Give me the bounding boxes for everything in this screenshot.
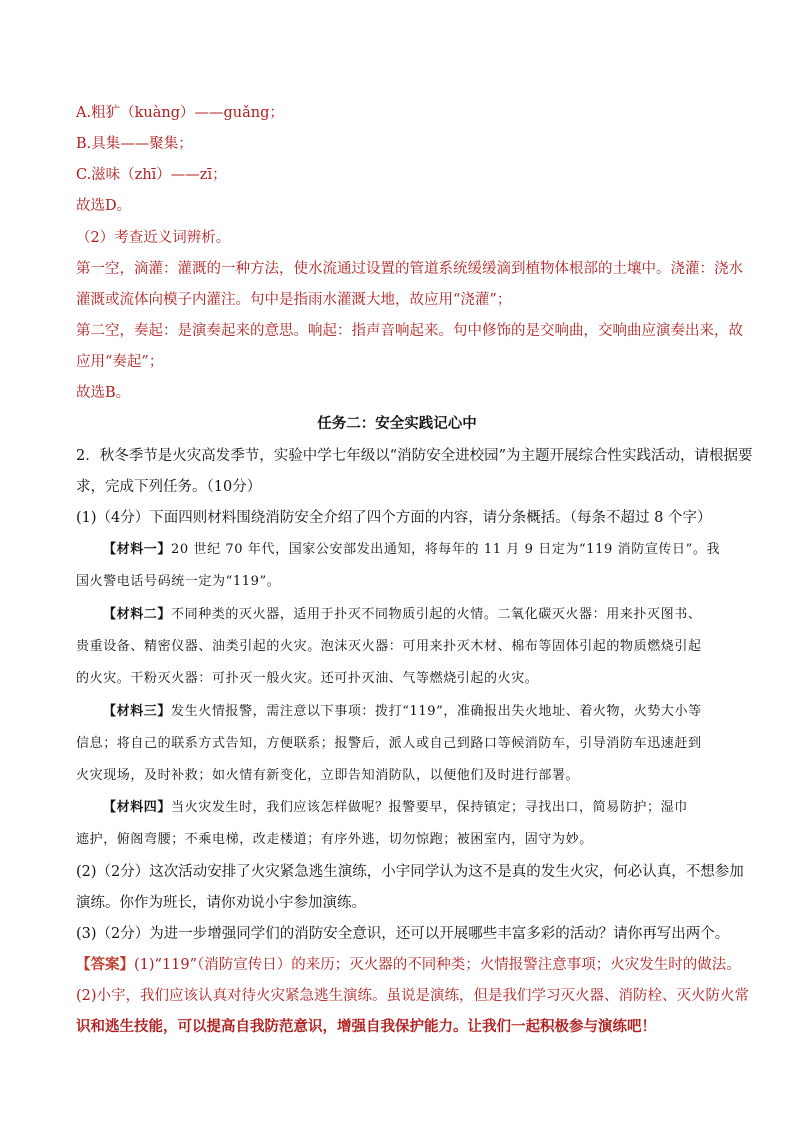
answer-tag: 【答案】	[76, 956, 134, 973]
analysis-para1-line1: 第一空，滴灌：灌溉的一种方法，使水流通过设置的管道系统缓缓滴到植物体根部的土壤中。浇灌：浇水	[76, 261, 743, 277]
material-2-tag: 【材料二】	[103, 607, 172, 622]
material-2-text: 不同种类的灭火器，适用于扑灭不同物质引起的火情。二氧化碳灭火器：用来扑灭图书、	[171, 607, 702, 622]
section-title: 任务二：安全实践记心中	[317, 415, 477, 432]
material-4-line1	[76, 798, 688, 818]
select-d: 故选D。	[76, 198, 132, 214]
answer-line2: (2)小宇，我们应该认真对待火灾紧急逃生演练。虽说是演练，但是我们学习灭火器、消防栓、灭火防火常	[76, 988, 750, 1004]
question-line1: 2．秋冬季节是火灾高发季节，实验中学七年级以“消防安全进校园”为主题开展综合性实践活动，请根据要	[76, 448, 753, 464]
material-1-text: 20 世纪 70 年代，国家公安部发出通知，将每年的 11 月 9 日定为“119 消防宣传日”。我	[171, 542, 721, 557]
material-4-line2: 遮护，俯阁弯腰；不乘电梯，改走楼道；有序外逃，切勿惊跑；被困室内，固守为妙。	[76, 832, 593, 847]
select-b: 故选B。	[76, 385, 131, 401]
answer-line1	[76, 955, 741, 975]
answer-text-1: (1)“119”（消防宣传日）的来历；灭火器的不同种类；火情报警注意事项；火灾发生时的做法。	[134, 957, 741, 973]
material-1-line1	[76, 540, 720, 560]
material-4-text: 当火灾发生时，我们应该怎样做呢？报警要早，保持镇定；寻找出口，简易防护；湿巾	[171, 800, 688, 815]
analysis-para2-line1: 第二空，奏起：是演奏起来的意思。响起：指声音响起来。句中修饰的是交响曲，交响曲应演奏出来，故	[76, 323, 743, 339]
material-2-line3: 的火灾。干粉灭火器：可扑灭一般火灾。还可扑灭油、气等燃烧引起的火灾。	[76, 671, 539, 686]
material-2-line2: 贵重设备、精密仪器、油类引起的火灾。泡沫灭火器：可用来扑灭木材、棉布等固体引起的物质燃烧引起	[76, 639, 702, 654]
material-3-line1	[76, 702, 702, 722]
analysis-para2-line2: 应用“奏起”；	[76, 354, 164, 370]
material-1-line2: 国火警电话号码统一定为“119”。	[76, 574, 281, 589]
subquestion-2-line2: 演练。你作为班长，请你劝说小宇参加演练。	[76, 895, 366, 911]
option-a: A.粗犷（kuàng）——guǎng；	[76, 105, 284, 121]
option-b: B.具集——聚集；	[76, 136, 193, 152]
subquestion-1: (1)（4分）下面四则材料围绕消防安全介绍了四个方面的内容，请分条概括。（每条不超过 8 个字）	[76, 510, 712, 526]
option-c: C.滋味（zhī）——zī；	[76, 167, 227, 183]
question-line2: 求，完成下列任务。（10分）	[76, 479, 262, 495]
material-3-text: 发生火情报警，需注意以下事项：拨打“119”，准确报出失火地址、着火物，火势大小等	[171, 704, 702, 719]
analysis-para1-line2: 灌溉或流体向模子内灌注。句中是指雨水灌溉大地，故应用“浇灌”；	[76, 292, 512, 308]
material-3-line3: 火灾现场，及时补救；如火情有新变化，立即告知消防队，以便他们及时进行部署。	[76, 768, 580, 783]
material-2-line1	[76, 605, 701, 625]
answer-line3: 识和逃生技能，可以提高自我防范意识，增强自我保护能力。让我们一起积极参与演练吧！	[76, 1018, 656, 1035]
material-3-tag: 【材料三】	[103, 704, 172, 719]
subquestion-3: (3)（2分）为进一步增强同学们的消防安全意识，还可以开展哪些丰富多彩的活动？请你再写出两个。	[76, 926, 730, 942]
material-3-line2: 信息；将自己的联系方式告知，方便联系；报警后，派人或自己到路口等候消防车，引导消防车迅速赶到	[76, 736, 702, 751]
material-4-tag: 【材料四】	[103, 800, 172, 815]
subquestion-2-line1: (2)（2分）这次活动安排了火灾紧急逃生演练，小宇同学认为这不是真的发生火灾，何必认真，不想参加	[76, 864, 744, 880]
q2-heading: （2）考查近义词辨析。	[76, 230, 231, 246]
material-1-tag: 【材料一】	[103, 542, 172, 557]
